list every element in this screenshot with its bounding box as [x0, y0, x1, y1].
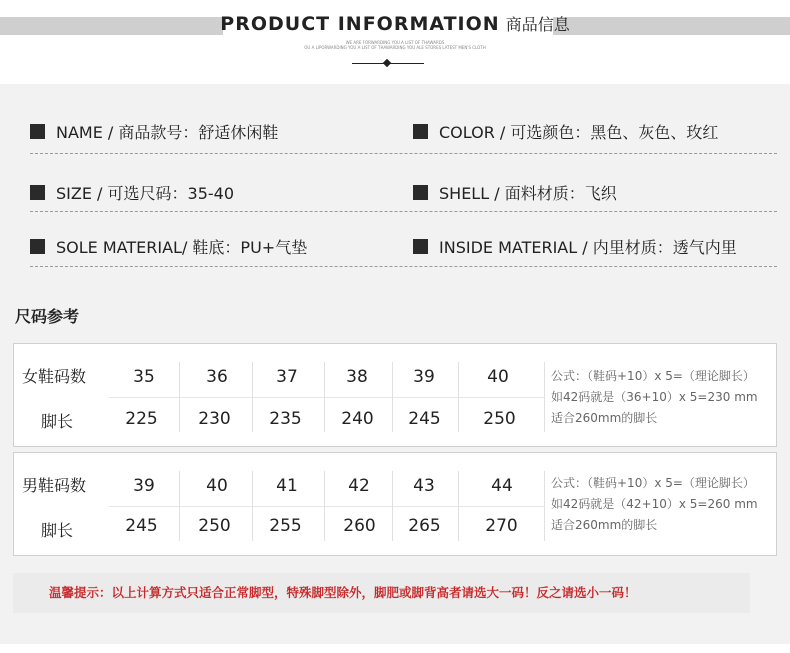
title-chinese: 商品信息 [505, 15, 570, 34]
dotted-divider [30, 153, 777, 154]
column-divider [324, 362, 325, 432]
header-diamond-ornament [383, 59, 391, 67]
men-length-cell: 255 [269, 516, 302, 536]
info-sole: SOLE MATERIAL/ 鞋底：PU+气垫 [30, 235, 307, 258]
formula-line-2: 如42码就是（36+10）x 5=230 mm [551, 390, 758, 404]
dotted-divider [30, 211, 777, 212]
men-length-cell: 260 [343, 516, 376, 536]
square-bullet-icon [30, 239, 45, 254]
men-size-cell: 44 [491, 476, 513, 496]
men-length-cell: 250 [198, 516, 231, 536]
women-length-cell: 235 [269, 409, 302, 429]
square-bullet-icon [413, 124, 428, 139]
men-length-header: 脚长 [41, 521, 74, 540]
header-subtitle [0, 40, 790, 50]
women-length-cell: 250 [483, 409, 516, 429]
info-size: SIZE / 可选尺码：35-40 [30, 181, 234, 204]
column-divider [544, 362, 545, 432]
info-name: NAME / 商品款号：舒适休闲鞋 [30, 120, 278, 143]
men-size-cell: 42 [348, 476, 370, 496]
women-size-cell: 37 [276, 367, 298, 387]
men-size-cell: 40 [206, 476, 228, 496]
men-formula [551, 473, 758, 536]
page-title [0, 12, 790, 35]
women-size-cell: 39 [413, 367, 435, 387]
square-bullet-icon [413, 239, 428, 254]
column-divider [392, 362, 393, 432]
column-divider [458, 362, 459, 432]
square-bullet-icon [30, 185, 45, 200]
women-length-cell: 240 [341, 409, 374, 429]
women-length-cell: 245 [408, 409, 441, 429]
women-size-cell: 36 [206, 367, 228, 387]
subtitle-line-2: OU A LIPORWARDING YOU A LIST OF THAWARDING YOU ALE STORES LATEST MEN'S CLOTH [304, 45, 486, 50]
column-divider [324, 471, 325, 541]
formula-line-3: 适合260mm的脚长 [551, 411, 658, 425]
women-size-cell: 40 [487, 367, 509, 387]
dotted-divider [30, 266, 777, 267]
row-divider [109, 506, 544, 507]
row-divider [109, 397, 544, 398]
formula-line-1: 公式：（鞋码+10）x 5=（理论脚长） [551, 476, 755, 490]
women-formula [551, 366, 758, 429]
subtitle-line-1: WE ARE FORWARDING YOU A LIST OF THAWARDS [345, 40, 445, 45]
men-size-cell: 39 [133, 476, 155, 496]
column-divider [392, 471, 393, 541]
men-size-table [13, 452, 777, 556]
column-divider [252, 471, 253, 541]
column-divider [252, 362, 253, 432]
men-size-cell: 43 [413, 476, 435, 496]
info-inside: INSIDE MATERIAL / 内里材质：透气内里 [413, 235, 737, 258]
formula-line-3: 适合260mm的脚长 [551, 518, 658, 532]
men-length-cell: 270 [485, 516, 518, 536]
men-length-cell: 265 [408, 516, 441, 536]
women-length-header: 脚长 [41, 412, 74, 431]
warning-text: 温馨提示：以上计算方式只适合正常脚型，特殊脚型除外，脚肥或脚背高者请选大一码！反之请选小一码！ [49, 585, 637, 600]
men-size-header: 男鞋码数 [22, 476, 87, 495]
women-length-cell: 230 [198, 409, 231, 429]
column-divider [179, 362, 180, 432]
square-bullet-icon [30, 124, 45, 139]
women-size-header: 女鞋码数 [22, 367, 87, 386]
women-size-table [13, 343, 777, 447]
info-color: COLOR / 可选颜色：黑色、灰色、玫红 [413, 120, 718, 143]
title-english: PRODUCT INFORMATION [220, 13, 500, 35]
column-divider [544, 471, 545, 541]
info-shell: SHELL / 面料材质：飞织 [413, 181, 617, 204]
column-divider [458, 471, 459, 541]
women-size-cell: 35 [133, 367, 155, 387]
women-size-cell: 38 [346, 367, 368, 387]
women-length-cell: 225 [125, 409, 158, 429]
formula-line-2: 如42码就是（42+10）x 5=260 mm [551, 497, 758, 511]
men-length-cell: 245 [125, 516, 158, 536]
size-reference-title: 尺码参考 [15, 307, 80, 326]
column-divider [179, 471, 180, 541]
square-bullet-icon [413, 185, 428, 200]
men-size-cell: 41 [276, 476, 298, 496]
warning-box [13, 573, 750, 613]
formula-line-1: 公式：（鞋码+10）x 5=（理论脚长） [551, 369, 755, 383]
